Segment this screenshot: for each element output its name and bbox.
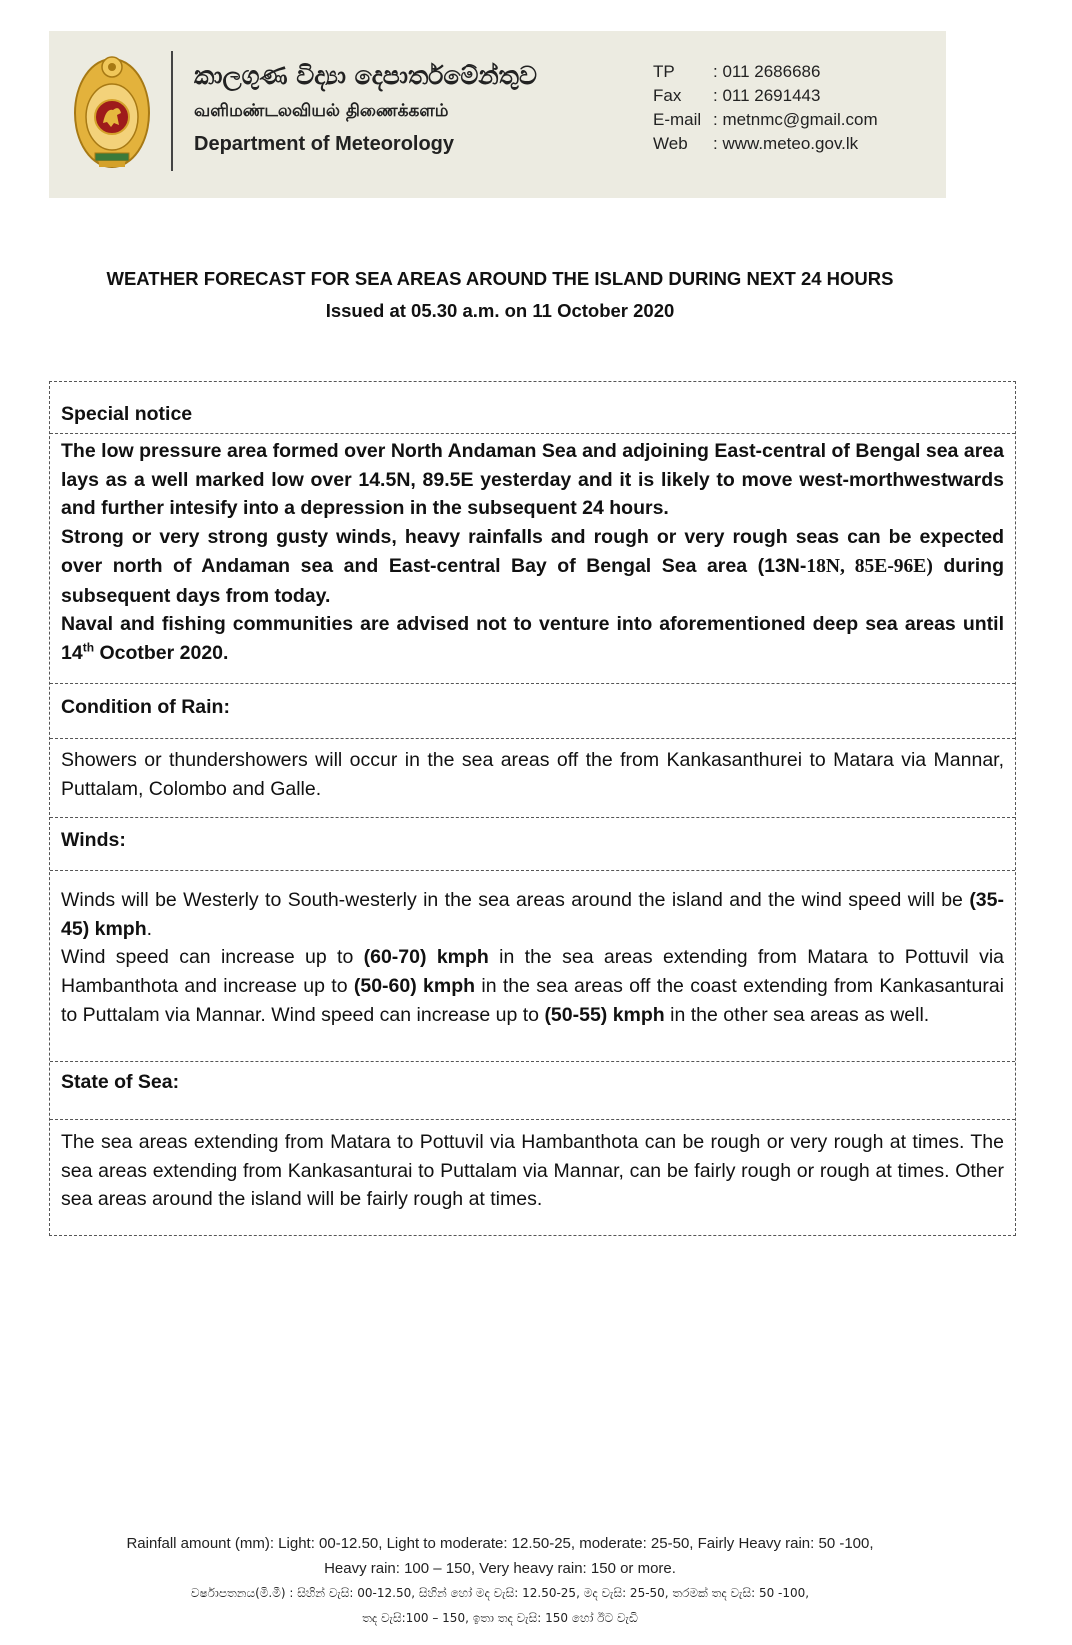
- text-span: in the sea areas off the coast extending from Kankasanturai to Puttalam via Mannar. Wind speed can increase up to: [61, 975, 1004, 1026]
- winds-para-1: [61, 886, 1004, 943]
- sea-heading: State of Sea:: [61, 1071, 180, 1093]
- superscript: th: [82, 640, 95, 655]
- contact-block: [653, 60, 878, 156]
- row-divider: [50, 870, 1015, 871]
- text-span: in the sea areas extending from Matara to Pottuvil via Hambanthota and increase up to: [61, 946, 1004, 998]
- text-span: during subsequent days from today.: [61, 554, 1004, 607]
- contact-label: E-mail: [653, 110, 702, 129]
- text-span: in the other sea areas as well.: [664, 1003, 930, 1026]
- rainfall-legend-english: [0, 1531, 1000, 1581]
- org-name-sinhala: කාලගුණ විද්‍යා දෙපාර්තමේන්තුව: [194, 61, 537, 90]
- text-span: Ocotber 2020.: [94, 641, 229, 664]
- rain-heading: Condition of Rain:: [61, 696, 230, 718]
- rainfall-legend-sinhala: [0, 1581, 1000, 1631]
- legend-line: වර්ෂාපතනය(මි.මී) : සිහින් වැසි: 00-12.50, සිහින් හෝ මද වැසි: 12.50-25, මද වැසි: 25-50, තරමක් තද වැසි: 50 -100,: [190, 1586, 810, 1600]
- special-notice-para-1: The low pressure area formed over North Andaman Sea and adjoining East-central of Bengal sea area lays as a well marked low over 14.5N, 89.5E yesterday and it is likely to move west-morthwestwards and further intesify into a depression in the subsequent 24 hours.: [61, 440, 1004, 520]
- row-divider: [50, 738, 1015, 739]
- header-divider: [171, 51, 173, 171]
- wind-speed-value: (50-55) kmph: [544, 1003, 665, 1026]
- text-span: Winds will be Westerly to South-westerly in the sea areas around the island and the wind speed will be: [61, 889, 970, 911]
- row-divider: [50, 817, 1015, 818]
- wind-speed-value: (50-60) kmph: [353, 975, 476, 998]
- contact-phone: [653, 60, 878, 84]
- rain-body: Showers or thundershowers will occur in the sea areas off the from Kankasanthurei to Matara via Mannar, Puttalam, Colombo and Galle.: [61, 749, 1004, 800]
- row-divider: [50, 1061, 1015, 1062]
- sri-lanka-emblem-icon: [73, 53, 151, 173]
- legend-line: Heavy rain: 100 – 150, Very heavy rain: 150 or more.: [324, 1560, 676, 1577]
- contact-web: [653, 132, 878, 156]
- special-notice-para-3: [61, 610, 1004, 667]
- letterhead: [49, 31, 946, 198]
- contact-label: TP: [653, 62, 675, 81]
- winds-body: [61, 886, 1004, 1030]
- legend-line: Rainfall amount (mm): Light: 00-12.50, Light to moderate: 12.50-25, moderate: 25-50, Fairly Heavy rain: 50 -100,: [126, 1535, 874, 1552]
- contact-label: Web: [653, 134, 688, 153]
- sea-body: The sea areas extending from Matara to Pottuvil via Hambanthota can be rough or very rough at times. The sea areas extending from Kankasanturai to Puttalam via Mannar, can be fairly rough or rough at times. Other sea areas around the island will be fairly rough at times.: [61, 1131, 1004, 1211]
- winds-heading: Winds:: [61, 829, 126, 851]
- org-name-english: Department of Meteorology: [194, 133, 455, 155]
- wind-speed-value: (35-45) kmph: [61, 889, 1004, 940]
- text-span: Naval and fishing communities are advised not to venture into aforementioned deep sea areas until 14: [61, 613, 1004, 664]
- contact-label: Fax: [653, 86, 682, 105]
- contact-fax: [653, 84, 878, 108]
- org-name-tamil: வளிமண்டலவியல் திணைக்களம்: [194, 101, 449, 121]
- special-notice-body: [61, 437, 1004, 668]
- contact-value: : 011 2691443: [713, 86, 821, 105]
- row-divider: [50, 433, 1015, 434]
- special-notice-heading: Special notice: [61, 403, 193, 425]
- contact-value: : www.meteo.gov.lk: [713, 134, 859, 153]
- legend-line: තද වැසි:100 – 150, ඉතා තද වැසි: 150 හෝ ඊට වැඩි: [362, 1611, 638, 1625]
- issued-time: Issued at 05.30 a.m. on 11 October 2020: [325, 300, 675, 321]
- special-notice-para-2: [61, 523, 1004, 610]
- contact-value: : metnmc@gmail.com: [713, 110, 878, 129]
- row-divider: [50, 1119, 1015, 1120]
- text-span: Wind speed can increase up to: [61, 946, 364, 969]
- forecast-title: WEATHER FORECAST FOR SEA AREAS AROUND THE ISLAND DURING NEXT 24 HOURS: [106, 268, 894, 289]
- text-span: .: [146, 917, 153, 940]
- coordinates-span: 18N, 85E-96E): [806, 555, 933, 577]
- wind-speed-value: (60-70) kmph: [363, 946, 489, 969]
- contact-value: : 011 2686686: [713, 62, 821, 81]
- winds-para-2: [61, 943, 1004, 1029]
- text-span: Strong or very strong gusty winds, heavy rainfalls and rough or very rough seas can be expected over north of Andaman sea and East-central Bay of Bengal Sea area (13N-: [61, 526, 1004, 577]
- forecast-table: [49, 381, 1016, 1236]
- row-divider: [50, 683, 1015, 684]
- contact-email: [653, 108, 878, 132]
